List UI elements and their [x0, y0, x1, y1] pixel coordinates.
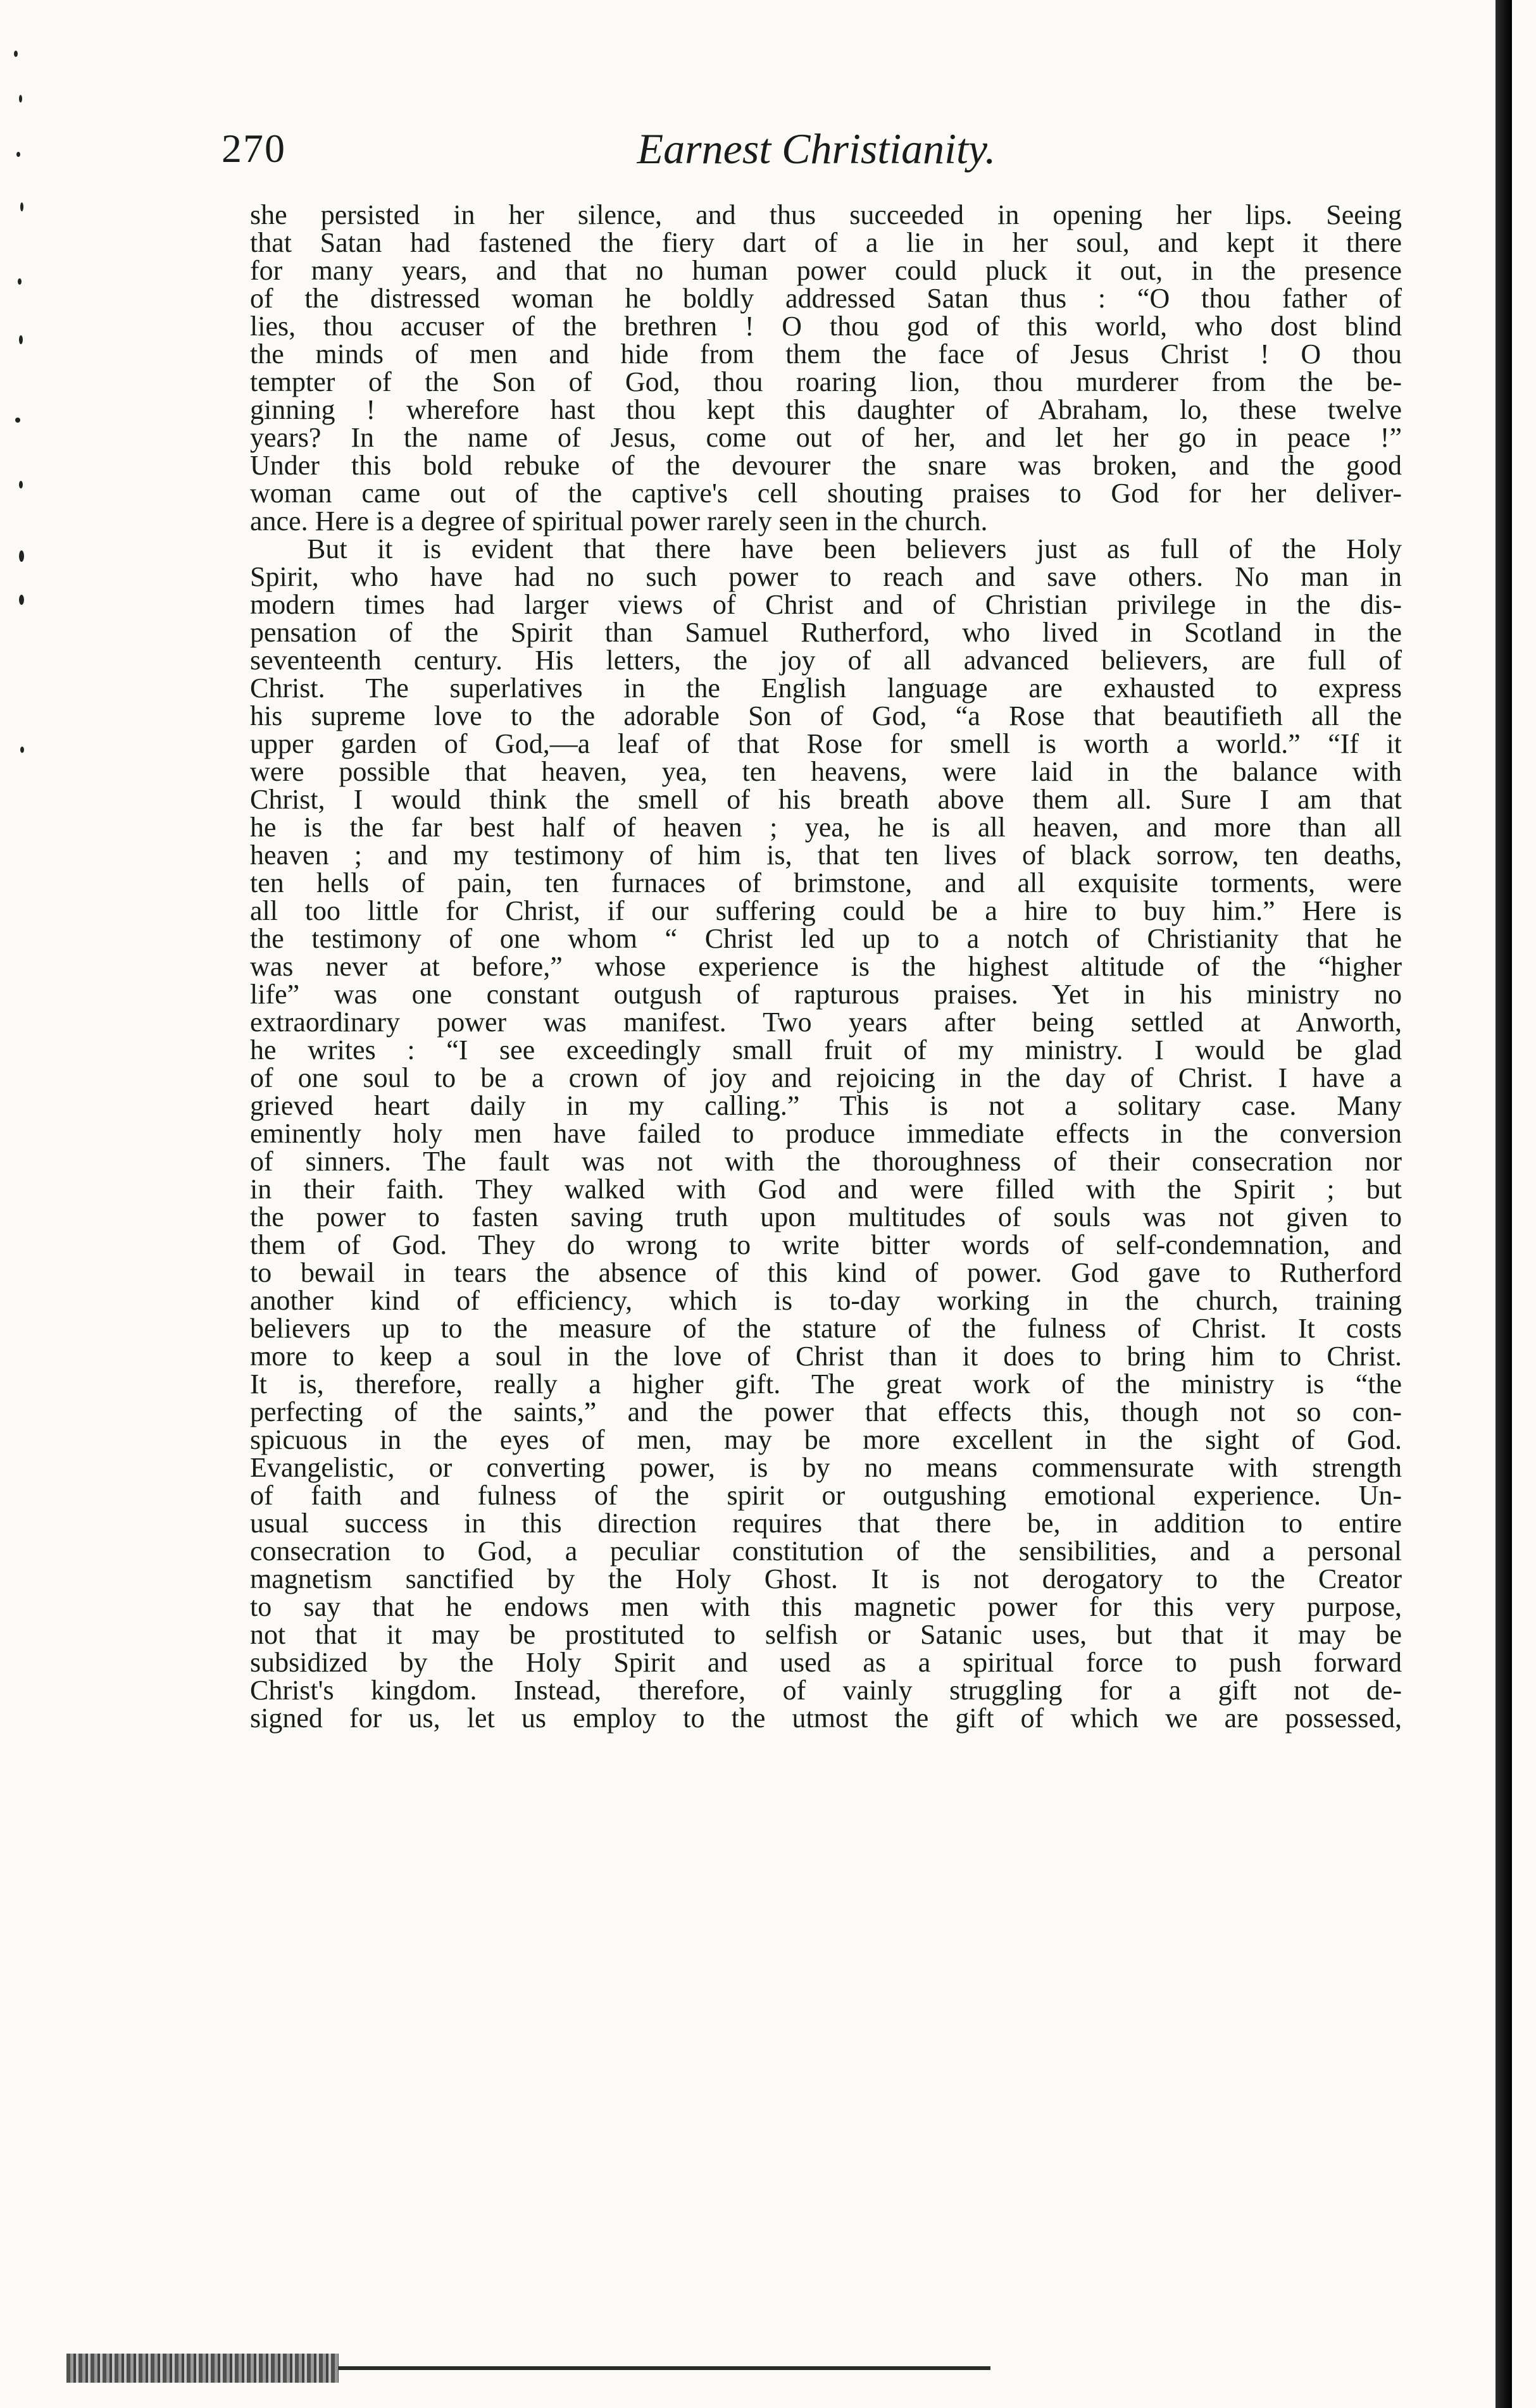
text-line: signed for us, let us employ to the utmost the gift of which we are possessed, [250, 1703, 1402, 1734]
horizontal-rule [339, 2366, 990, 2370]
text-line: were possible that heaven, yea, ten heavens, were laid in the balance with [250, 756, 1402, 787]
text-line: of sinners. The fault was not with the thoroughness of their consecration nor [250, 1146, 1402, 1177]
text-line: upper garden of God,—a leaf of that Rose for smell is worth a world.” “If it [250, 728, 1402, 759]
scan-speck [20, 747, 24, 753]
text-line: Christ's kingdom. Instead, therefore, of vainly struggling for a gift not de- [250, 1675, 1402, 1706]
page-number: 270 [222, 126, 286, 171]
text-line: heaven ; and my testimony of him is, that ten lives of black sorrow, ten deaths, [250, 840, 1402, 871]
text-line: spicuous in the eyes of men, may be more excellent in the sight of God. [250, 1424, 1402, 1455]
text-line: extraordinary power was manifest. Two years after being settled at Anworth, [250, 1007, 1402, 1038]
text-line: magnetism sanctified by the Holy Ghost. It is not derogatory to the Creator [250, 1563, 1402, 1594]
scan-speck [20, 202, 23, 211]
text-line: the minds of men and hide from them the face of Jesus Christ ! O thou [250, 338, 1402, 369]
scan-speck [19, 335, 23, 344]
text-line: the power to fasten saving truth upon multitudes of souls was not given to [250, 1201, 1402, 1232]
text-line: modern times had larger views of Christ and of Christian privilege in the dis- [250, 589, 1402, 620]
text-line: more to keep a soul in the love of Christ than it does to bring him to Christ. [250, 1341, 1402, 1372]
text-line: eminently holy men have failed to produce immediate effects in the conversion [250, 1118, 1402, 1149]
text-line: not that it may be prostituted to selfish or Satanic uses, but that it may be [250, 1619, 1402, 1650]
scan-speck [19, 481, 23, 488]
text-line: the testimony of one whom “ Christ led up to a notch of Christianity that he [250, 923, 1402, 954]
left-margin-scan-marks [0, 38, 44, 822]
text-line: was never at before,” whose experience is the highest altitude of the “higher [250, 951, 1402, 982]
running-title: Earnest Christianity. [637, 125, 996, 173]
text-line: for many years, and that no human power could pluck it out, in the presence [250, 255, 1402, 286]
text-line: years? In the name of Jesus, come out of her, and let her go in peace !” [250, 422, 1402, 453]
scan-speck [14, 51, 18, 57]
text-line: she persisted in her silence, and thus succeeded in opening her lips. Seeing [250, 199, 1402, 230]
text-line: he writes : “I see exceedingly small fruit of my ministry. I would be glad [250, 1034, 1402, 1065]
scan-right-edge [1495, 0, 1512, 2408]
text-line: that Satan had fastened the fiery dart of a lie in her soul, and kept it there [250, 227, 1402, 258]
text-line: life” was one constant outgush of rapturous praises. Yet in his ministry no [250, 979, 1402, 1010]
text-line: It is, therefore, really a higher gift. The great work of the ministry is “the [250, 1368, 1402, 1399]
text-line: tempter of the Son of God, thou roaring lion, thou murderer from the be- [250, 366, 1402, 397]
text-line: lies, thou accuser of the brethren ! O thou god of this world, who dost blind [250, 311, 1402, 342]
text-line: ten hells of pain, ten furnaces of brimstone, and all exquisite torments, were [250, 867, 1402, 898]
text-line: ance. Here is a degree of spiritual power rarely seen in the church. [250, 506, 988, 537]
scan-speck [19, 595, 24, 605]
text-line: Evangelistic, or converting power, is by no means commensurate with strength [250, 1452, 1402, 1483]
text-line: another kind of efficiency, which is to-day working in the church, training [250, 1285, 1402, 1316]
text-line: he is the far best half of heaven ; yea, he is all heaven, and more than all [250, 812, 1402, 843]
page-header [222, 114, 1411, 183]
text-line: subsidized by the Holy Spirit and used as a spiritual force to push forward [250, 1647, 1402, 1678]
bottom-scan-rule [66, 2354, 990, 2383]
text-line: to say that he endows men with this magnetic power for this very purpose, [250, 1591, 1402, 1622]
text-line: them of God. They do wrong to write bitter words of self-condemnation, and [250, 1229, 1402, 1260]
text-line: grieved heart daily in my calling.” This is not a solitary case. Many [250, 1090, 1402, 1121]
text-line: perfecting of the saints,” and the power that effects this, though not so con- [250, 1396, 1402, 1427]
text-line: Christ. The superlatives in the English language are exhausted to express [250, 673, 1402, 704]
scan-speck [16, 152, 20, 157]
text-line: of one soul to be a crown of joy and rejoicing in the day of Christ. I have a [250, 1062, 1402, 1093]
scan-speck [18, 278, 22, 285]
text-line: usual success in this direction requires that there be, in addition to entire [250, 1508, 1402, 1539]
text-line: ginning ! wherefore hast thou kept this daughter of Abraham, lo, these twelve [250, 394, 1402, 425]
text-line: Under this bold rebuke of the devourer the snare was broken, and the good [250, 450, 1402, 481]
text-line: of faith and fulness of the spirit or outgushing emotional experience. Un- [250, 1480, 1402, 1511]
text-line: consecration to God, a peculiar constitution of the sensibilities, and a personal [250, 1536, 1402, 1567]
scan-speck [19, 95, 22, 102]
text-line: in their faith. They walked with God and were filled with the Spirit ; but [250, 1174, 1402, 1205]
text-line: Christ, I would think the smell of his breath above them all. Sure I am that [250, 784, 1402, 815]
scan-speck [19, 550, 24, 562]
text-line: But it is evident that there have been believers just as full of the Holy [307, 533, 1402, 564]
text-line: all too little for Christ, if our suffering could be a hire to buy him.” Here is [250, 895, 1402, 926]
text-line: to bewail in tears the absence of this kind of power. God gave to Rutherford [250, 1257, 1402, 1288]
text-line: his supreme love to the adorable Son of God, “a Rose that beautifieth all the [250, 700, 1402, 731]
scan-speck [15, 418, 20, 423]
text-line: believers up to the measure of the stature of the fulness of Christ. It costs [250, 1313, 1402, 1344]
text-line: pensation of the Spirit than Samuel Rutherford, who lived in Scotland in the [250, 617, 1402, 648]
body-text [250, 201, 1402, 1732]
text-line: woman came out of the captive's cell shouting praises to God for her deliver- [250, 478, 1402, 509]
text-line: seventeenth century. His letters, the joy of all advanced believers, are full of [250, 645, 1402, 676]
scan-smudge [66, 2354, 339, 2383]
text-line: Spirit, who have had no such power to reach and save others. No man in [250, 561, 1402, 592]
text-line: of the distressed woman he boldly addressed Satan thus : “O thou father of [250, 283, 1402, 314]
